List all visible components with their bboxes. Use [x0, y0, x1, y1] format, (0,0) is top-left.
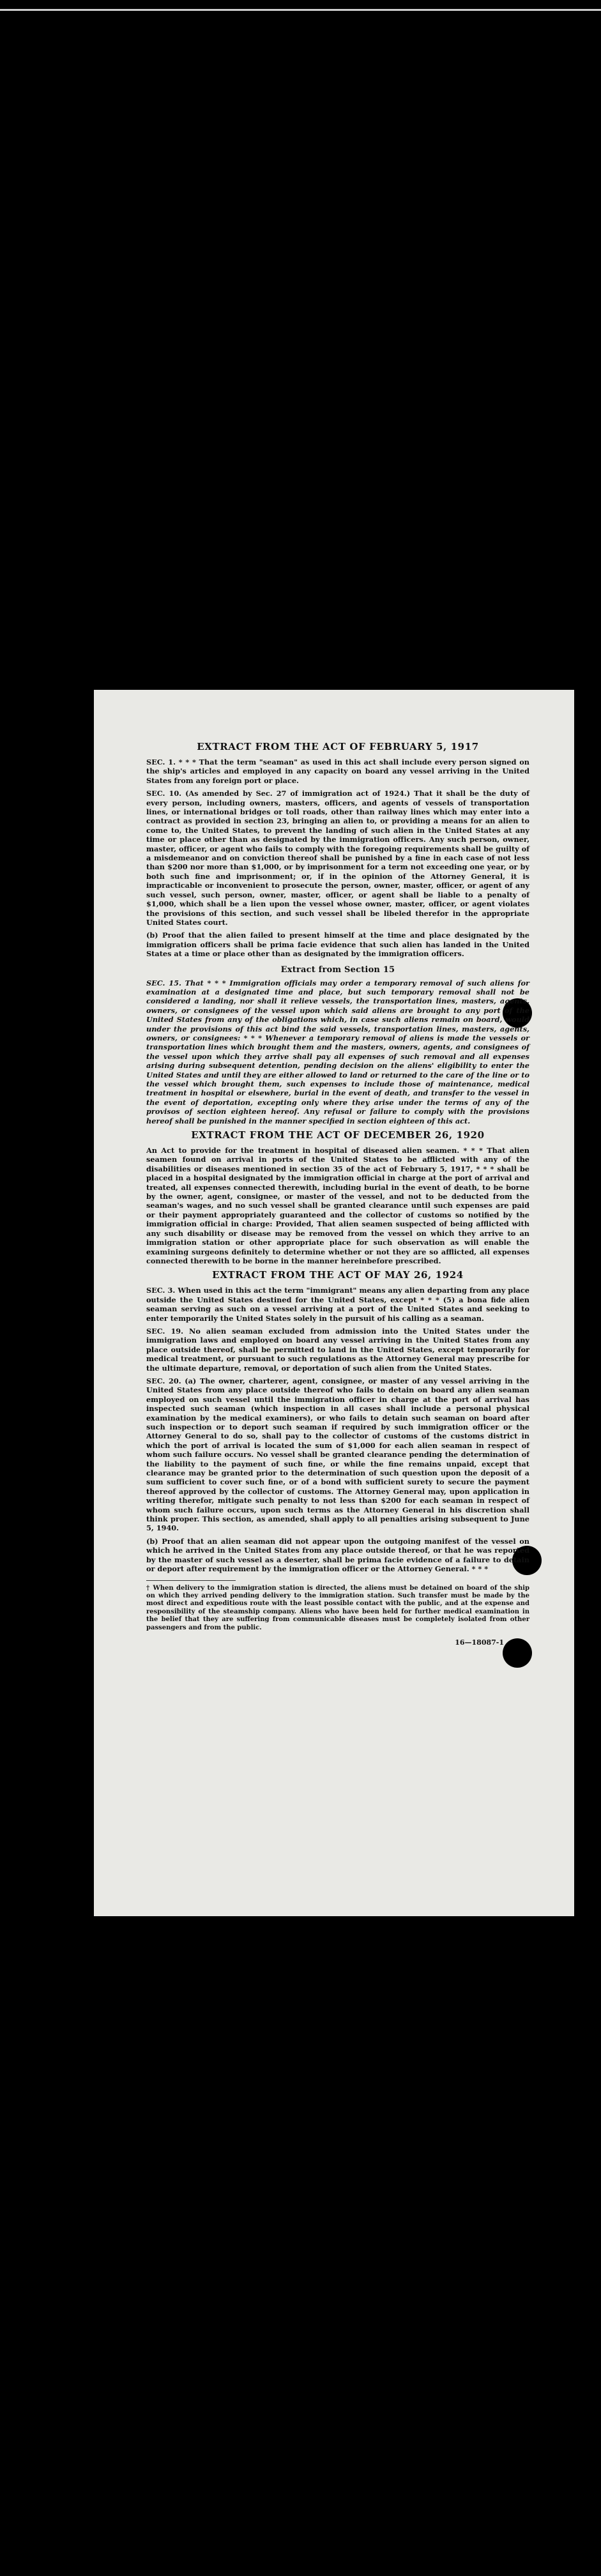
footnote: † When delivery to the immigration station is directed, the aliens must be detained on board of the ship on which they arrived pending delivery to the immigration station. Such transfer must be made by the most direct and expeditious route with the least possible contact with the public, and at the expense and responsibility of the steamship company. Aliens who have been held for further medical examination in the belief that they are suffering from communicable diseases must be completely isolated from other passengers and from the public. — [146, 1584, 529, 1631]
section-heading: EXTRACT FROM THE ACT OF DECEMBER 26, 1920 — [191, 1129, 485, 1141]
section-paragraph: SEC. 10. (As amended by Sec. 27 of immigration act of 1924.) That it shall be the duty of every person, including owners, masters, officers, and agents of vessels of transportation lines, or international bridges or toll roads, other than railway lines which may enter into a contract as provided in section 23, bringing an alien to, or providing a means for an alien to come to, the United States, to prevent the landing of such alien in the United States at any time or place other than as designated by the immigration officers. Any such person, owner, master, officer, or agent who fails to comply with the foregoing requirements shall be guilty of a misdemeanor and on conviction thereof shall be punished by a fine in each case of not less than $200 nor more than $1,000, or by imprisonment for a term not exceeding one year, or by both such fine and imprisonment; or, if in the opinion of the Attorney General, it is impracticable or inconvenient to prosecute the person, owner, master, officer, or agent of any such vessel, such person, owner, master, officer, or agent shall be liable to a penalty of $1,000, which shall be a lien upon the vessel whose owner, master, officer, or agent violates the provisions of this section, and such vessel shall be libeled therefor in the appropriate United States court. — [146, 789, 529, 927]
section-heading: EXTRACT FROM THE ACT OF MAY 26, 1924 — [212, 1269, 464, 1281]
footnote-divider — [146, 1580, 236, 1581]
section-paragraph: SEC. 20. (a) The owner, charterer, agent, consignee, or master of any vessel arriving in the United States from any place outside thereof who fails to detain on board any alien seaman employed on such vessel until the immigration officer in charge at the port of arrival has inspected such seaman (which inspection in all cases shall include a personal physical examination by the medical examiners), or who fails to detain such seaman on board after such inspection or to deport such seaman if required by such immigration officer or the Attorney General to do so, shall pay to the collector of customs of the customs district in which the port of arrival is located the sum of $1,000 for each alien seaman in respect of whom such failure occurs. No vessel shall be granted clearance pending the determination of the liability to the payment of such fine, or while the fine remains unpaid, except that clearance may be granted prior to the determination of such question upon the deposit of a sum sufficient to cover such fine, or of a bond with sufficient surety to secure the payment thereof approved by the collector of customs. The Attorney General may, upon application in writing therefor, mitigate such penalty to not less than $200 for each seaman in respect of whom such failure occurs, upon such terms as the Attorney General in his discretion shall think proper. This section, as amended, shall apply to all penalties arising subsequent to June 5, 1940. — [146, 1376, 529, 1533]
section-paragraph: An Act to provide for the treatment in hospital of diseased alien seamen. * * * That alien seamen found on arrival in ports of the United States to be afflicted with any of the disabilities or diseases mentioned in section 35 of the act of February 5, 1917, * * * shall be placed in a hospital designated by the immigration official in charge at the port of arrival and treated, all expenses connected therewith, including burial in the event of death, to be borne by the owner, agent, consignee, or master of the vessel, and not to be deducted from the seaman's wages, and no such vessel shall be granted clearance until such expenses are paid or their payment appropriately guaranteed and the collector of customs so notified by the immigration official in charge: Provided, That alien seamen suspected of being afflicted with any such disability or disease may be removed from the vessel on which they arrive to an immigration station or other appropriate place for such observation as will enable the examining surgeons definitely to determine whether or not they are so afflicted, all expenses connected therewith to be borne in the manner hereinbefore prescribed. — [146, 1146, 529, 1265]
section-paragraph: SEC. 1. * * * That the term "seaman" as used in this act shall include every person signed on the ship's articles and employed in any capacity on board any vessel arriving in the United States from any foreign port or place. — [146, 758, 529, 785]
section-paragraph: (b) Proof that an alien seaman did not appear upon the outgoing manifest of the vessel on which he arrived in the United States from any place outside thereof, or that he was reported by the master of such vessel as a deserter, shall be prima facie evidence of a failure to detain or deport after requirement by the immigration officer or the Attorney General. * * * — [146, 1536, 529, 1574]
section-paragraph: SEC. 15. That * * * Immigration officials may order a temporary removal of such aliens for examination at a designated time and place, but such temporary removal shall not be considered a landing, nor shall it relieve vessels, the transportation lines, masters, agents, owners, or consignees of the vessel upon which said aliens are brought to any port of the United States from any of the obligations which, in case such aliens remain on board, would under the provisions of this act bind the said vessels, transportation lines, masters, agents, owners, or consignees: * * * Whenever a temporary removal of aliens is made the vessels or transportation lines which brought them and the masters, owners, agents, and consignees of the vessel upon which they arrive shall pay all expenses of such removal and all expenses arising during subsequent detention, pending decision on the aliens' eligibility to enter the United States and until they are either allowed to land or returned to the care of the line or to the vessel which brought them, such expenses to include those of maintenance, medical treatment in hospital or elsewhere, burial in the event of death, and transfer to the vessel in the event of deportation, excepting only where they arise under the terms of any of the provisos of section eighteen hereof. Any refusal or failure to comply with the provisions hereof shall be punished in the manner specified in section eighteen of this act. — [146, 978, 529, 1125]
document-body — [146, 741, 529, 1647]
scan-top-edge — [0, 9, 601, 11]
section-subheading: Extract from Section 15 — [280, 964, 395, 975]
section-paragraph: SEC. 3. When used in this act the term "immigrant" means any alien departing from any place outside the United States destined for the United States, except * * * (5) a bona fide alien seaman serving as such on a vessel arriving at a port of the United States and seeking to enter temporarily the United States solely in the pursuit of his calling as a seaman. — [146, 1286, 529, 1323]
section-paragraph: SEC. 19. No alien seaman excluded from admission into the United States under the immigration laws and employed on board any vessel arriving in the United States from any place outside thereof, shall be permitted to land in the United States, except temporarily for medical treatment, or pursuant to such regulations as the Attorney General may prescribe for the ultimate departure, removal, or deportation of such alien from the United States. — [146, 1326, 529, 1373]
print-code: 16—18087-1 — [455, 1638, 504, 1647]
section-heading: EXTRACT FROM THE ACT OF FEBRUARY 5, 1917 — [197, 741, 479, 752]
section-paragraph: (b) Proof that the alien failed to present himself at the time and place designated by the immigration officers shall be prima facie evidence that such alien has landed in the United States at a time or place other than as designated by the immigration officers. — [146, 931, 529, 959]
document-page — [94, 690, 574, 1916]
